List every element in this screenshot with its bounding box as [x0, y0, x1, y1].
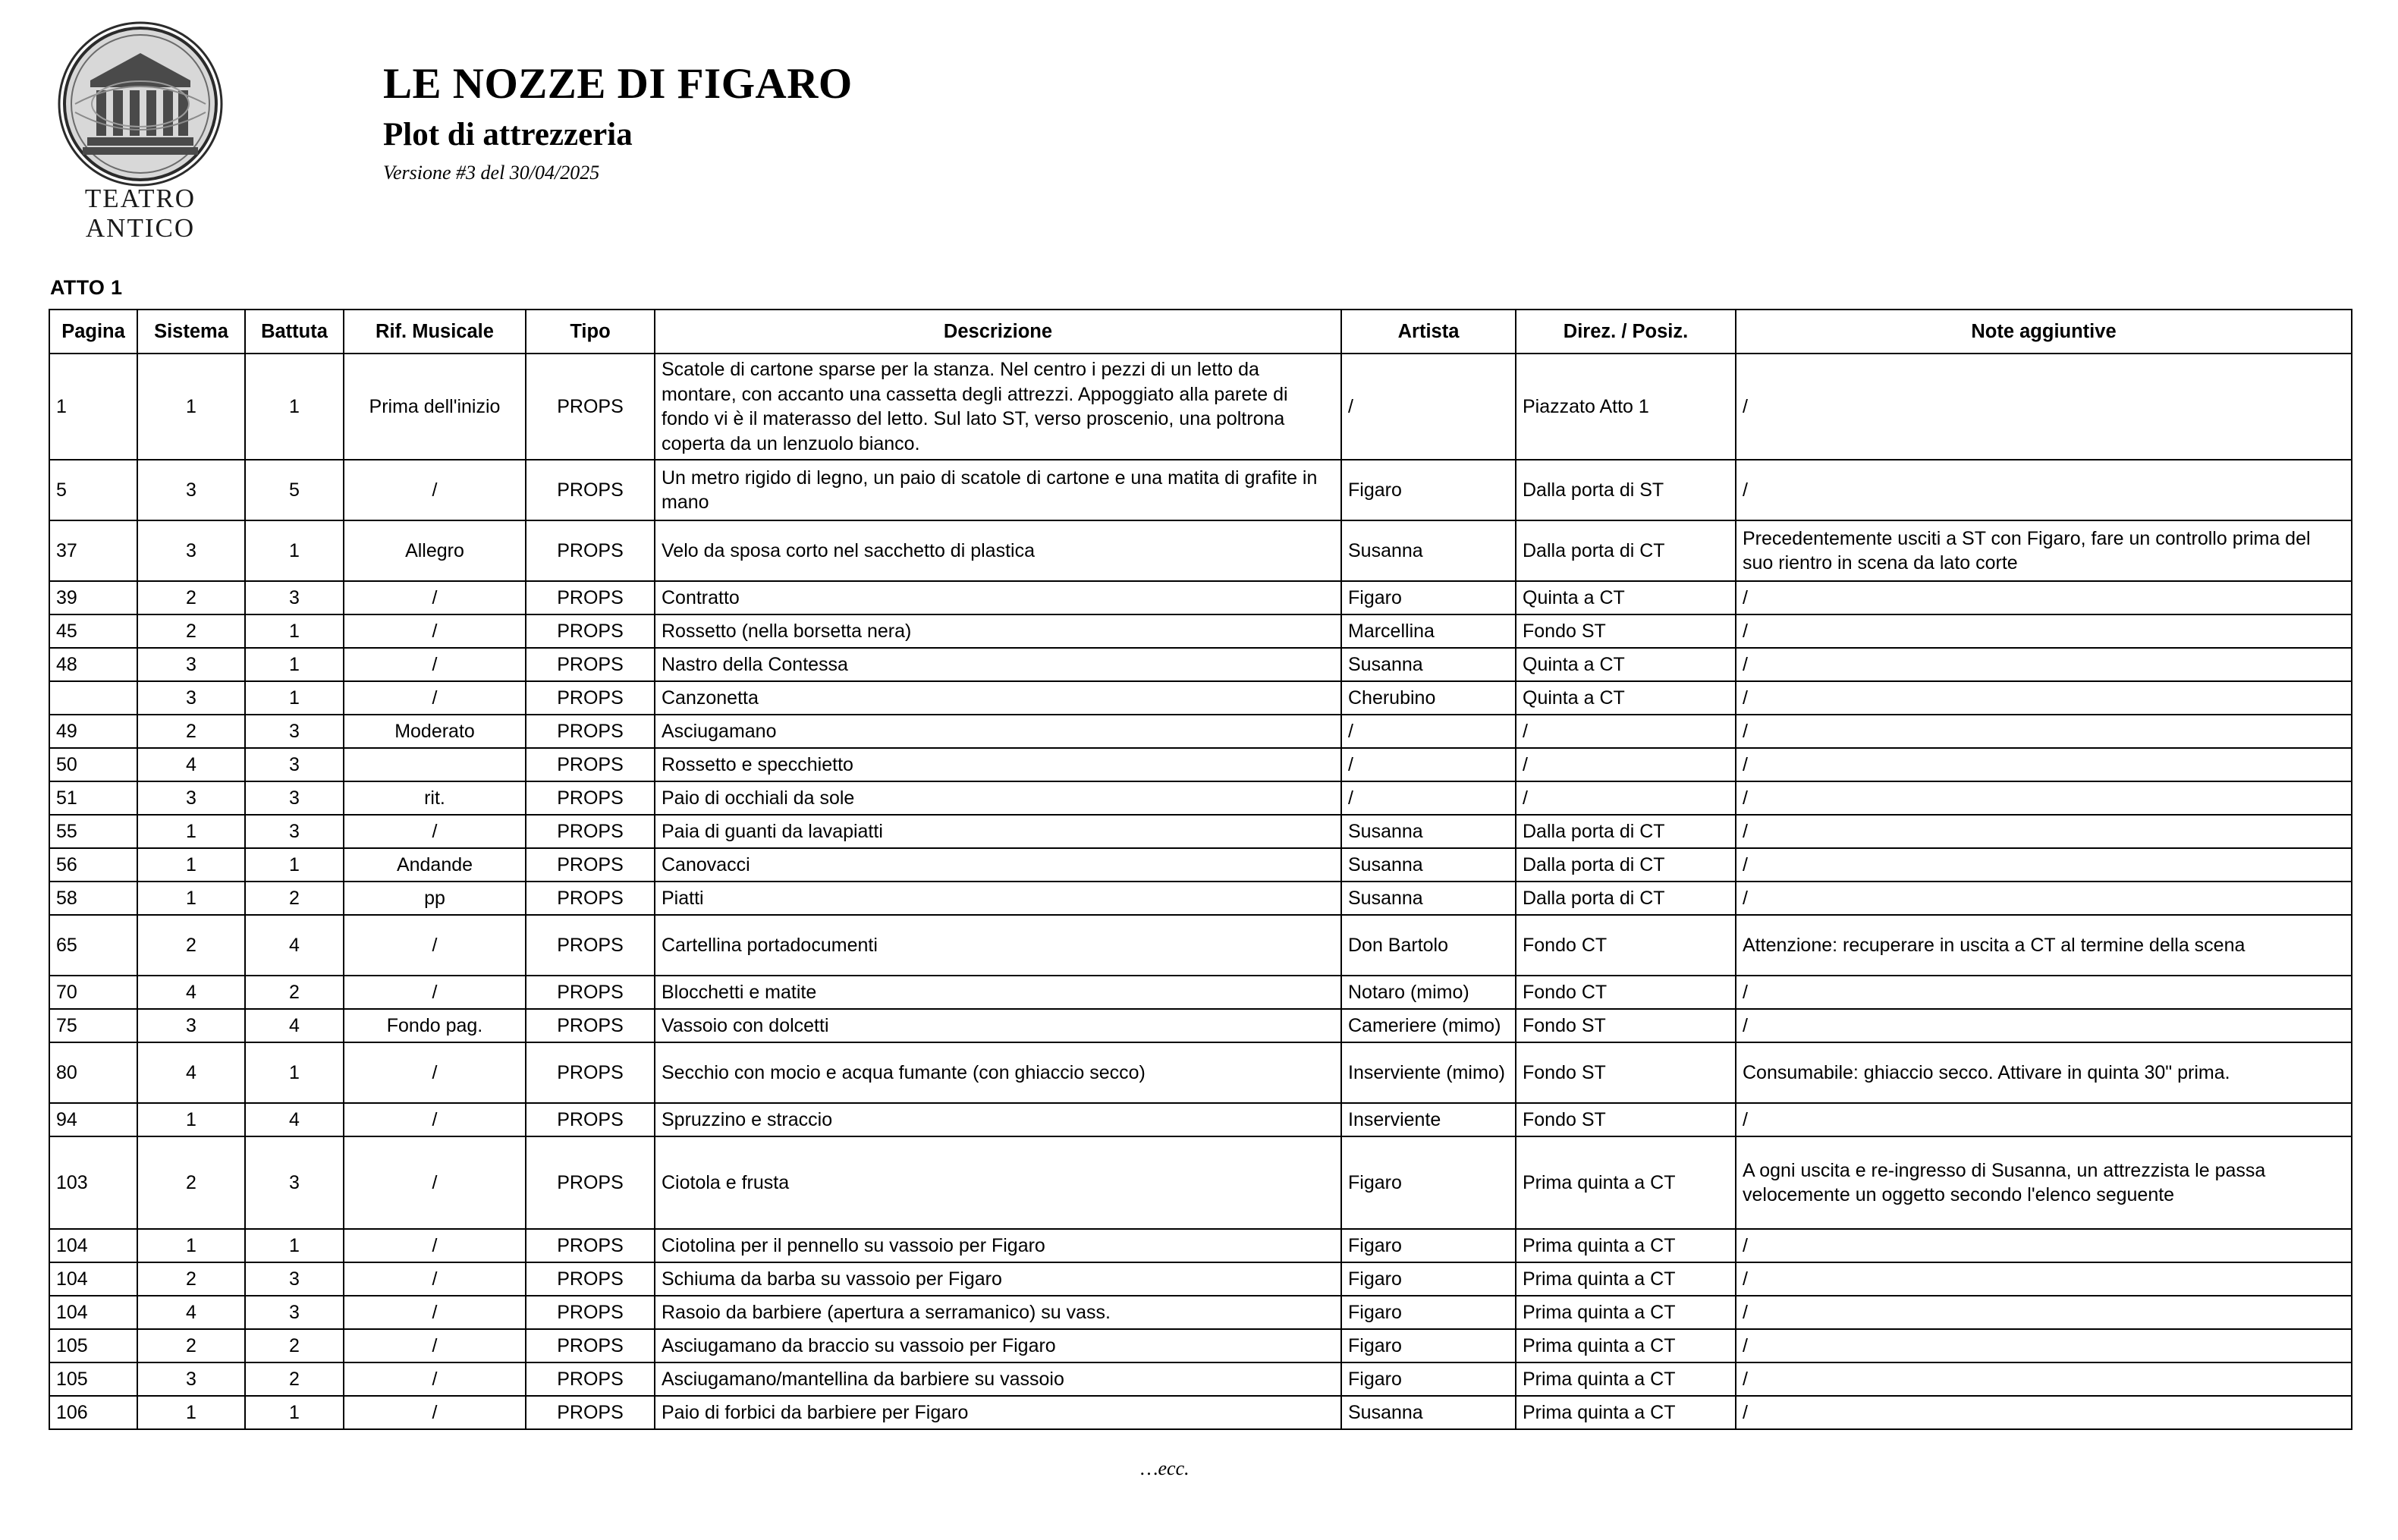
cell-sistema: 3 [137, 460, 245, 520]
cell-sistema: 3 [137, 648, 245, 681]
cell-rif-musicale: rit. [344, 781, 526, 815]
cell-descrizione: Asciugamano/mantellina da barbiere su vassoio [655, 1362, 1341, 1396]
cell-pagina: 105 [49, 1362, 137, 1396]
cell-sistema: 2 [137, 915, 245, 976]
cell-artista: Figaro [1341, 1229, 1516, 1262]
cell-tipo: PROPS [526, 614, 655, 648]
cell-note: A ogni uscita e re-ingresso di Susanna, un attrezzista le passa velocemente un oggetto secondo l'elenco seguente [1736, 1136, 2352, 1229]
cell-descrizione: Contratto [655, 581, 1341, 614]
cell-battuta: 1 [245, 681, 344, 715]
cell-descrizione: Paio di occhiali da sole [655, 781, 1341, 815]
cell-sistema: 1 [137, 882, 245, 915]
cell-descrizione: Cartellina portadocumenti [655, 915, 1341, 976]
cell-direzione: Fondo ST [1516, 1103, 1736, 1136]
column-header-descrizione: Descrizione [655, 310, 1341, 354]
cell-descrizione: Canzonetta [655, 681, 1341, 715]
cell-tipo: PROPS [526, 1329, 655, 1362]
cell-tipo: PROPS [526, 1296, 655, 1329]
cell-descrizione: Asciugamano da braccio su vassoio per Figaro [655, 1329, 1341, 1362]
cell-note: Attenzione: recuperare in uscita a CT al termine della scena [1736, 915, 2352, 976]
cell-battuta: 3 [245, 1136, 344, 1229]
cell-tipo: PROPS [526, 460, 655, 520]
props-table-body [49, 354, 2352, 1429]
cell-sistema: 3 [137, 781, 245, 815]
cell-descrizione: Blocchetti e matite [655, 976, 1341, 1009]
cell-pagina: 37 [49, 520, 137, 581]
cell-note: / [1736, 354, 2352, 460]
cell-note: / [1736, 460, 2352, 520]
cell-artista: Cameriere (mimo) [1341, 1009, 1516, 1042]
cell-direzione: Fondo ST [1516, 614, 1736, 648]
cell-note: / [1736, 715, 2352, 748]
cell-pagina: 103 [49, 1136, 137, 1229]
title-block [383, 20, 853, 184]
cell-note: / [1736, 1262, 2352, 1296]
cell-sistema: 3 [137, 681, 245, 715]
cell-artista: Susanna [1341, 815, 1516, 848]
cell-pagina: 104 [49, 1296, 137, 1329]
cell-tipo: PROPS [526, 915, 655, 976]
cell-rif-musicale: / [344, 1296, 526, 1329]
cell-pagina: 39 [49, 581, 137, 614]
cell-pagina: 48 [49, 648, 137, 681]
cell-pagina: 58 [49, 882, 137, 915]
cell-descrizione: Secchio con mocio e acqua fumante (con ghiaccio secco) [655, 1042, 1341, 1103]
cell-battuta: 3 [245, 581, 344, 614]
cell-direzione: Prima quinta a CT [1516, 1396, 1736, 1429]
cell-artista: Figaro [1341, 1362, 1516, 1396]
cell-direzione: Dalla porta di CT [1516, 815, 1736, 848]
cell-sistema: 1 [137, 815, 245, 848]
cell-battuta: 4 [245, 915, 344, 976]
cell-direzione: Prima quinta a CT [1516, 1262, 1736, 1296]
cell-direzione: Fondo ST [1516, 1009, 1736, 1042]
cell-descrizione: Paio di forbici da barbiere per Figaro [655, 1396, 1341, 1429]
cell-artista: Notaro (mimo) [1341, 976, 1516, 1009]
cell-rif-musicale: / [344, 1042, 526, 1103]
cell-rif-musicale: Allegro [344, 520, 526, 581]
table-row [49, 976, 2352, 1009]
cell-descrizione: Asciugamano [655, 715, 1341, 748]
cell-tipo: PROPS [526, 648, 655, 681]
cell-rif-musicale: / [344, 1136, 526, 1229]
cell-tipo: PROPS [526, 748, 655, 781]
cell-sistema: 2 [137, 1329, 245, 1362]
cell-battuta: 2 [245, 1362, 344, 1396]
cell-battuta: 3 [245, 815, 344, 848]
cell-sistema: 1 [137, 1396, 245, 1429]
cell-note: / [1736, 1296, 2352, 1329]
cell-note: / [1736, 581, 2352, 614]
cell-battuta: 2 [245, 882, 344, 915]
cell-note: / [1736, 614, 2352, 648]
cell-note: Consumabile: ghiaccio secco. Attivare in quinta 30" prima. [1736, 1042, 2352, 1103]
cell-artista: Figaro [1341, 1329, 1516, 1362]
cell-descrizione: Ciotolina per il pennello su vassoio per Figaro [655, 1229, 1341, 1262]
cell-note: / [1736, 748, 2352, 781]
table-row [49, 1136, 2352, 1229]
cell-direzione: / [1516, 781, 1736, 815]
cell-battuta: 1 [245, 1042, 344, 1103]
cell-artista: Inserviente [1341, 1103, 1516, 1136]
cell-pagina: 104 [49, 1229, 137, 1262]
props-table-wrapper [49, 309, 2351, 1430]
props-table [49, 309, 2352, 1430]
cell-artista: / [1341, 354, 1516, 460]
cell-descrizione: Schiuma da barba su vassoio per Figaro [655, 1262, 1341, 1296]
cell-pagina: 106 [49, 1396, 137, 1429]
cell-descrizione: Ciotola e frusta [655, 1136, 1341, 1229]
cell-pagina: 55 [49, 815, 137, 848]
cell-battuta: 3 [245, 715, 344, 748]
cell-artista: Susanna [1341, 648, 1516, 681]
cell-rif-musicale: / [344, 1229, 526, 1262]
logo-wordmark [85, 184, 196, 243]
cell-rif-musicale: / [344, 1396, 526, 1429]
table-row [49, 1362, 2352, 1396]
cell-direzione: / [1516, 748, 1736, 781]
cell-rif-musicale: / [344, 976, 526, 1009]
table-row [49, 1262, 2352, 1296]
cell-artista: Don Bartolo [1341, 915, 1516, 976]
table-row [49, 581, 2352, 614]
cell-descrizione: Un metro rigido di legno, un paio di scatole di cartone e una matita di grafite in mano [655, 460, 1341, 520]
column-header-battuta: Battuta [245, 310, 344, 354]
cell-tipo: PROPS [526, 1042, 655, 1103]
cell-note: / [1736, 1329, 2352, 1362]
cell-pagina: 1 [49, 354, 137, 460]
cell-battuta: 2 [245, 1329, 344, 1362]
theatre-seal-icon [52, 20, 228, 188]
logo-line-2: ANTICO [85, 213, 196, 244]
cell-direzione: Piazzato Atto 1 [1516, 354, 1736, 460]
cell-direzione: Fondo CT [1516, 976, 1736, 1009]
cell-direzione: Dalla porta di CT [1516, 848, 1736, 882]
act-label: ATTO 1 [50, 276, 123, 300]
cell-battuta: 1 [245, 520, 344, 581]
cell-note: / [1736, 882, 2352, 915]
table-row [49, 715, 2352, 748]
logo-line-1: TEATRO [84, 184, 196, 213]
table-row [49, 520, 2352, 581]
cell-battuta: 1 [245, 648, 344, 681]
cell-rif-musicale: / [344, 815, 526, 848]
cell-artista: / [1341, 748, 1516, 781]
page-subtitle: Plot di attrezzeria [383, 116, 633, 152]
cell-battuta: 3 [245, 1262, 344, 1296]
cell-note: / [1736, 1009, 2352, 1042]
cell-direzione: Dalla porta di CT [1516, 520, 1736, 581]
cell-descrizione: Spruzzino e straccio [655, 1103, 1341, 1136]
cell-descrizione: Rasoio da barbiere (apertura a serramanico) su vass. [655, 1296, 1341, 1329]
cell-rif-musicale: / [344, 915, 526, 976]
cell-descrizione: Rossetto e specchietto [655, 748, 1341, 781]
cell-battuta: 1 [245, 614, 344, 648]
cell-rif-musicale [344, 748, 526, 781]
cell-descrizione: Paia di guanti da lavapiatti [655, 815, 1341, 848]
cell-note: / [1736, 648, 2352, 681]
table-row [49, 1229, 2352, 1262]
table-row [49, 848, 2352, 882]
cell-tipo: PROPS [526, 1396, 655, 1429]
cell-note: / [1736, 815, 2352, 848]
cell-direzione: Fondo ST [1516, 1042, 1736, 1103]
cell-rif-musicale: / [344, 614, 526, 648]
cell-battuta: 1 [245, 1396, 344, 1429]
cell-pagina: 75 [49, 1009, 137, 1042]
cell-artista: Marcellina [1341, 614, 1516, 648]
cell-pagina: 51 [49, 781, 137, 815]
cell-pagina: 65 [49, 915, 137, 976]
cell-rif-musicale: / [344, 581, 526, 614]
cell-artista: / [1341, 781, 1516, 815]
cell-pagina: 105 [49, 1329, 137, 1362]
cell-artista: Inserviente (mimo) [1341, 1042, 1516, 1103]
table-row [49, 614, 2352, 648]
table-row [49, 815, 2352, 848]
cell-tipo: PROPS [526, 781, 655, 815]
cell-note: / [1736, 1396, 2352, 1429]
cell-rif-musicale: / [344, 681, 526, 715]
cell-descrizione: Nastro della Contessa [655, 648, 1341, 681]
cell-sistema: 2 [137, 581, 245, 614]
cell-tipo: PROPS [526, 882, 655, 915]
column-header-note: Note aggiuntive [1736, 310, 2352, 354]
cell-note: Precedentemente usciti a ST con Figaro, fare un controllo prima del suo rientro in scena da lato corte [1736, 520, 2352, 581]
cell-battuta: 3 [245, 781, 344, 815]
document-version: Versione #3 del 30/04/2025 [383, 161, 600, 184]
cell-pagina: 94 [49, 1103, 137, 1136]
cell-sistema: 4 [137, 748, 245, 781]
cell-sistema: 1 [137, 354, 245, 460]
cell-rif-musicale: pp [344, 882, 526, 915]
table-row [49, 1009, 2352, 1042]
cell-descrizione: Canovacci [655, 848, 1341, 882]
table-row [49, 460, 2352, 520]
cell-tipo: PROPS [526, 1103, 655, 1136]
cell-tipo: PROPS [526, 715, 655, 748]
table-row [49, 1103, 2352, 1136]
cell-direzione: Prima quinta a CT [1516, 1136, 1736, 1229]
cell-rif-musicale: Fondo pag. [344, 1009, 526, 1042]
cell-direzione: Quinta a CT [1516, 681, 1736, 715]
cell-battuta: 2 [245, 976, 344, 1009]
cell-sistema: 1 [137, 1229, 245, 1262]
cell-tipo: PROPS [526, 1136, 655, 1229]
table-row [49, 748, 2352, 781]
cell-pagina: 70 [49, 976, 137, 1009]
table-row [49, 648, 2352, 681]
cell-sistema: 4 [137, 1296, 245, 1329]
table-row [49, 1296, 2352, 1329]
cell-sistema: 2 [137, 1136, 245, 1229]
cell-note: / [1736, 976, 2352, 1009]
cell-descrizione: Scatole di cartone sparse per la stanza. Nel centro i pezzi di un letto da montare, con accanto una cassetta degli attrezzi. Appoggiato alla parete di fondo vi è il materasso del letto. Sul lato ST, verso proscenio, una poltrona coperta da un lenzuolo bianco. [655, 354, 1341, 460]
cell-artista: Figaro [1341, 1296, 1516, 1329]
table-row [49, 1042, 2352, 1103]
table-row [49, 915, 2352, 976]
table-row [49, 781, 2352, 815]
cell-artista: Figaro [1341, 460, 1516, 520]
table-header-row [49, 310, 2352, 354]
cell-note: / [1736, 1229, 2352, 1262]
table-row [49, 681, 2352, 715]
table-row [49, 354, 2352, 460]
cell-tipo: PROPS [526, 976, 655, 1009]
cell-sistema: 3 [137, 1009, 245, 1042]
cell-tipo: PROPS [526, 681, 655, 715]
cell-sistema: 4 [137, 1042, 245, 1103]
cell-note: / [1736, 1103, 2352, 1136]
cell-artista: Figaro [1341, 1262, 1516, 1296]
cell-direzione: Quinta a CT [1516, 581, 1736, 614]
cell-pagina [49, 681, 137, 715]
cell-rif-musicale: Moderato [344, 715, 526, 748]
cell-rif-musicale: / [344, 1362, 526, 1396]
cell-artista: Susanna [1341, 1396, 1516, 1429]
column-header-tipo: Tipo [526, 310, 655, 354]
cell-descrizione: Vassoio con dolcetti [655, 1009, 1341, 1042]
cell-artista: Susanna [1341, 520, 1516, 581]
cell-sistema: 2 [137, 1262, 245, 1296]
cell-direzione: Dalla porta di ST [1516, 460, 1736, 520]
cell-note: / [1736, 1362, 2352, 1396]
cell-direzione: / [1516, 715, 1736, 748]
table-row [49, 1329, 2352, 1362]
cell-battuta: 3 [245, 748, 344, 781]
cell-rif-musicale: / [344, 648, 526, 681]
cell-artista: Figaro [1341, 1136, 1516, 1229]
cell-battuta: 4 [245, 1009, 344, 1042]
cell-rif-musicale: Andande [344, 848, 526, 882]
cell-note: / [1736, 781, 2352, 815]
column-header-artista: Artista [1341, 310, 1516, 354]
cell-sistema: 3 [137, 1362, 245, 1396]
cell-pagina: 49 [49, 715, 137, 748]
cell-battuta: 1 [245, 354, 344, 460]
cell-artista: Figaro [1341, 581, 1516, 614]
logo-block [46, 20, 235, 243]
document-header [0, 0, 2398, 243]
cell-tipo: PROPS [526, 520, 655, 581]
cell-pagina: 80 [49, 1042, 137, 1103]
cell-direzione: Prima quinta a CT [1516, 1296, 1736, 1329]
cell-rif-musicale: / [344, 1329, 526, 1362]
cell-note: / [1736, 848, 2352, 882]
cell-sistema: 1 [137, 1103, 245, 1136]
cell-tipo: PROPS [526, 354, 655, 460]
cell-direzione: Prima quinta a CT [1516, 1329, 1736, 1362]
cell-battuta: 4 [245, 1103, 344, 1136]
cell-rif-musicale: / [344, 1103, 526, 1136]
cell-rif-musicale: Prima dell'inizio [344, 354, 526, 460]
cell-pagina: 50 [49, 748, 137, 781]
cell-battuta: 5 [245, 460, 344, 520]
cell-descrizione: Piatti [655, 882, 1341, 915]
cell-tipo: PROPS [526, 848, 655, 882]
cell-sistema: 2 [137, 715, 245, 748]
cell-direzione: Fondo CT [1516, 915, 1736, 976]
cell-battuta: 3 [245, 1296, 344, 1329]
cell-sistema: 1 [137, 848, 245, 882]
cell-tipo: PROPS [526, 1362, 655, 1396]
cell-sistema: 4 [137, 976, 245, 1009]
cell-descrizione: Velo da sposa corto nel sacchetto di plastica [655, 520, 1341, 581]
cell-direzione: Dalla porta di CT [1516, 882, 1736, 915]
cell-direzione: Prima quinta a CT [1516, 1229, 1736, 1262]
cell-artista: Cherubino [1341, 681, 1516, 715]
cell-note: / [1736, 681, 2352, 715]
cell-artista: Susanna [1341, 882, 1516, 915]
cell-direzione: Quinta a CT [1516, 648, 1736, 681]
table-row [49, 1396, 2352, 1429]
cell-tipo: PROPS [526, 815, 655, 848]
column-header-pagina: Pagina [49, 310, 137, 354]
cell-tipo: PROPS [526, 1009, 655, 1042]
column-header-rif-musicale: Rif. Musicale [344, 310, 526, 354]
cell-artista: / [1341, 715, 1516, 748]
continuation-marker: …ecc. [1140, 1457, 1190, 1480]
cell-rif-musicale: / [344, 1262, 526, 1296]
cell-tipo: PROPS [526, 581, 655, 614]
cell-rif-musicale: / [344, 460, 526, 520]
page-title: LE NOZZE DI FIGARO [383, 60, 853, 108]
cell-battuta: 1 [245, 848, 344, 882]
column-header-sistema: Sistema [137, 310, 245, 354]
column-header-direzione: Direz. / Posiz. [1516, 310, 1736, 354]
cell-tipo: PROPS [526, 1229, 655, 1262]
cell-descrizione: Rossetto (nella borsetta nera) [655, 614, 1341, 648]
cell-pagina: 45 [49, 614, 137, 648]
cell-sistema: 2 [137, 614, 245, 648]
cell-battuta: 1 [245, 1229, 344, 1262]
cell-artista: Susanna [1341, 848, 1516, 882]
cell-direzione: Prima quinta a CT [1516, 1362, 1736, 1396]
cell-pagina: 104 [49, 1262, 137, 1296]
cell-tipo: PROPS [526, 1262, 655, 1296]
cell-pagina: 56 [49, 848, 137, 882]
cell-pagina: 5 [49, 460, 137, 520]
cell-sistema: 3 [137, 520, 245, 581]
table-row [49, 882, 2352, 915]
